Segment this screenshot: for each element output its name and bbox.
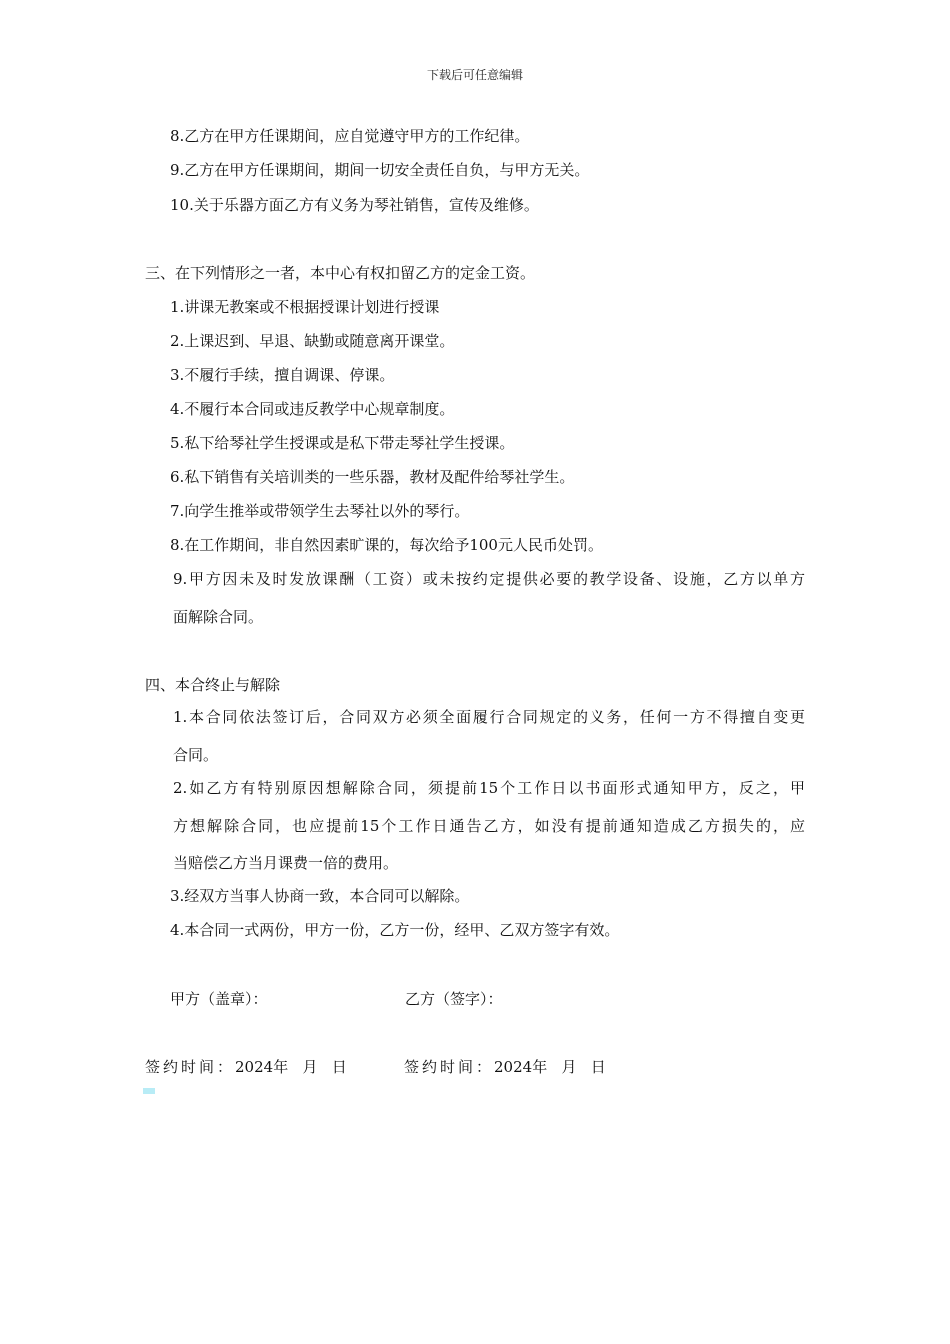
clause-3-7: 7.向学生推举或带领学生去琴社以外的琴行。 [170,502,470,520]
selection-marker [143,1088,155,1094]
party-a-date-value: 2024年 月 日 [235,1058,347,1076]
clause-4-1-line1: 1.本合同依法签订后，合同双方必须全面履行合同规定的义务，任何一方不得擅自变更 [173,708,805,726]
clause-3-4: 4.不履行本合同或违反教学中心规章制度。 [170,400,455,418]
section-4-title: 四、本合终止与解除 [145,676,281,694]
clause-3-6: 6.私下销售有关培训类的一些乐器，教材及配件给琴社学生。 [170,468,575,486]
clause-4-2-line3: 当赔偿乙方当月课费一倍的费用。 [173,854,399,872]
clause-3-3: 3.不履行手续，擅自调课、停课。 [170,366,395,384]
clause-3-8: 8.在工作期间，非自然因素旷课的，每次给予100元人民币处罚。 [170,536,603,554]
party-b-sign-label: 乙方（签字）： [405,990,503,1008]
party-b-date-value: 2024年 月 日 [494,1058,606,1076]
clause-2-8: 8.乙方在甲方任课期间，应自觉遵守甲方的工作纪律。 [170,127,530,145]
party-a-date-label: 签约时间： [145,1058,236,1076]
clause-3-9-line1: 9.甲方因未及时发放课酬（工资）或未按约定提供必要的教学设备、设施，乙方以单方 [173,570,805,588]
party-a-seal-label: 甲方（盖章）： [170,990,268,1008]
clause-4-2-line1: 2.如乙方有特别原因想解除合同，须提前15个工作日以书面形式通知甲方，反之，甲 [173,779,805,797]
clause-4-4: 4.本合同一式两份，甲方一份，乙方一份，经甲、乙双方签字有效。 [170,921,620,939]
clause-4-1-line2: 合同。 [173,746,219,764]
clause-4-3: 3.经双方当事人协商一致，本合同可以解除。 [170,887,470,905]
party-a-date [145,1057,347,1077]
section-3-title: 三、在下列情形之一者，本中心有权扣留乙方的定金工资。 [145,264,536,282]
party-b-date [404,1057,606,1077]
party-b-date-label: 签约时间： [404,1058,495,1076]
page-header: 下载后可任意编辑 [426,68,523,82]
clause-2-10: 10.关于乐器方面乙方有义务为琴社销售，宣传及维修。 [170,196,539,214]
clause-4-2-line2: 方想解除合同，也应提前15个工作日通告乙方，如没有提前通知造成乙方损失的，应 [173,817,805,835]
clause-2-9: 9.乙方在甲方任课期间，期间一切安全责任自负，与甲方无关。 [170,161,590,179]
clause-3-9-line2: 面解除合同。 [173,608,264,626]
clause-3-2: 2.上课迟到、早退、缺勤或随意离开课堂。 [170,332,455,350]
clause-3-5: 5.私下给琴社学生授课或是私下带走琴社学生授课。 [170,434,515,452]
clause-3-1: 1.讲课无教案或不根据授课计划进行授课 [170,298,440,316]
